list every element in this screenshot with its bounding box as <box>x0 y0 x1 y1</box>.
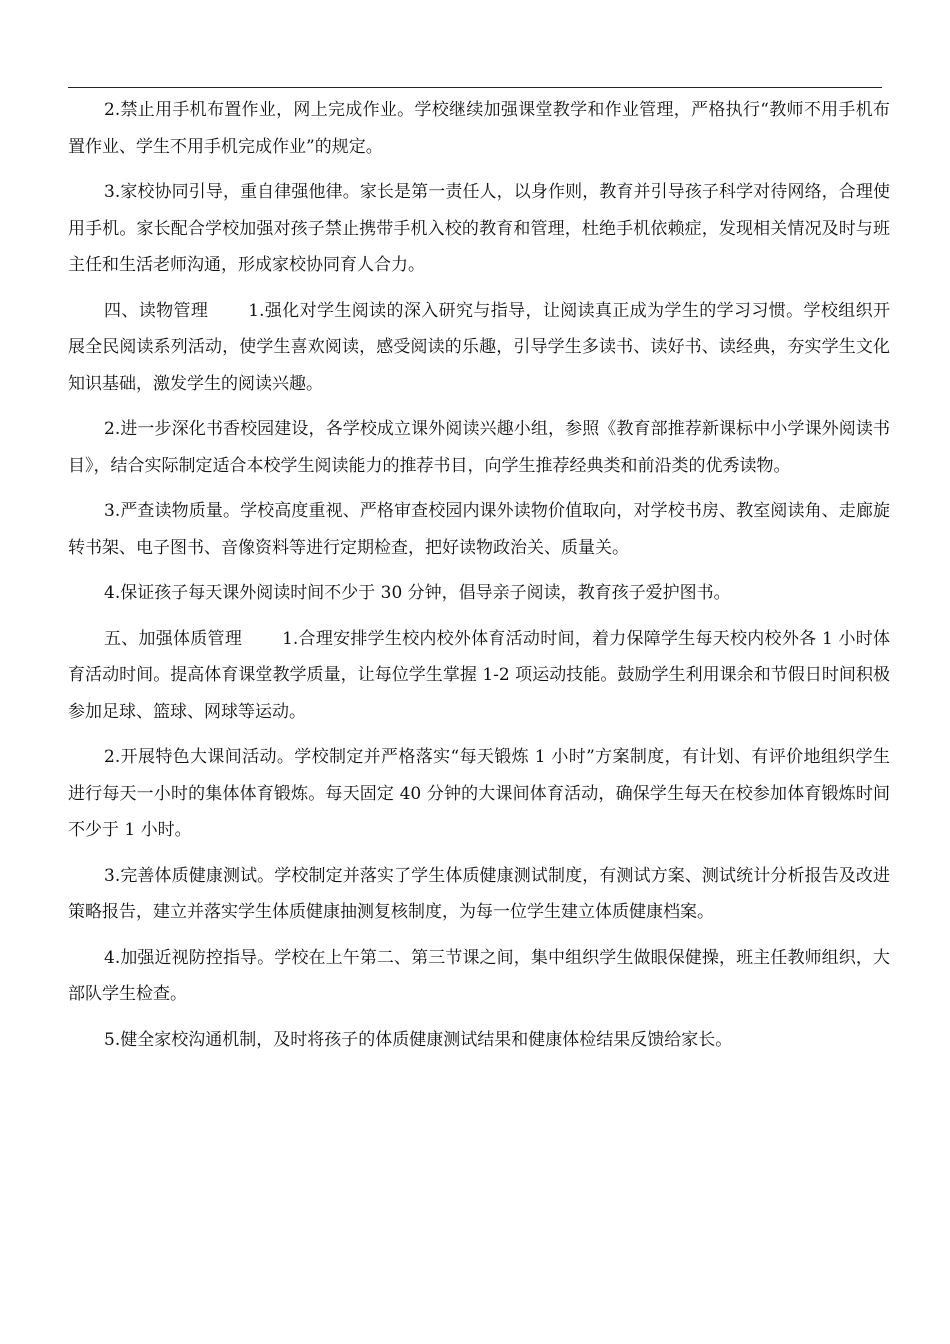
paragraph-sports-time <box>68 621 890 731</box>
paragraph-text: 2.进一步深化书香校园建设，各学校成立课外阅读兴趣小组，参照《教育部推荐新课标中小学课外阅读书目》，结合实际制定适合本校学生阅读能力的推荐书目，向学生推荐经典类和前沿类的优秀读物。 <box>68 419 890 476</box>
paragraph-text: 4.加强近视防控指导。学校在上午第二、第三节课之间，集中组织学生做眼保健操，班主任教师组织，大部队学生检查。 <box>68 947 890 1004</box>
paragraph-health-test <box>68 858 890 931</box>
paragraph-reading-guidance <box>68 293 890 403</box>
paragraph-book-campus <box>68 411 890 484</box>
paragraph-text: 2.禁止用手机布置作业，网上完成作业。学校继续加强课堂教学和作业管理，严格执行“教师不用手机布置作业、学生不用手机完成作业”的规定。 <box>68 100 890 157</box>
paragraph-recess-activity <box>68 739 890 849</box>
paragraph-text: 1.合理安排学生校内校外体育活动时间，着力保障学生每天校内校外各 1 小时体育活动时间。提高体育课堂教学质量，让每位学生掌握 1-2 项运动技能。鼓励学生利用课余和节假日时间积极参加足球、篮球、网球等运动。 <box>68 628 891 722</box>
paragraph-text: 3.完善体质健康测试。学校制定并落实了学生体质健康测试制度，有测试方案、测试统计分析报告及改进策略报告，建立并落实学生体质健康抽测复核制度，为每一位学生建立体质健康档案。 <box>68 865 890 922</box>
paragraph-parent-communication <box>68 1022 890 1059</box>
paragraph-homework-rule <box>68 92 890 165</box>
paragraph-home-school-guidance <box>68 174 890 284</box>
paragraph-text: 1.强化对学生阅读的深入研究与指导，让阅读真正成为学生的学习习惯。学校组织开展全民阅读系列活动，使学生喜欢阅读，感受阅读的乐趣，引导学生多读书、读好书、读经典，夯实学生文化知识基础，激发学生的阅读兴趣。 <box>68 300 891 394</box>
document-body <box>68 92 890 1067</box>
header-rule <box>68 87 882 88</box>
paragraph-text: 5.健全家校沟通机制，及时将孩子的体质健康测试结果和健康体检结果反馈给家长。 <box>104 1029 733 1050</box>
paragraph-reading-quality <box>68 493 890 566</box>
paragraph-text: 3.家校协同引导，重自律强他律。家长是第一责任人，以身作则，教育并引导孩子科学对待网络，合理使用手机。家长配合学校加强对孩子禁止携带手机入校的教育和管理，杜绝手机依赖症，发现相关情况及时与班主任和生活老师沟通，形成家校协同育人合力。 <box>68 182 890 275</box>
paragraph-vision-care <box>68 940 890 1013</box>
section-heading-physique: 五、加强体质管理 <box>104 628 243 649</box>
paragraph-text: 4.保证孩子每天课外阅读时间不少于 30 分钟，倡导亲子阅读，教育孩子爱护图书。 <box>104 583 731 603</box>
section-heading-reading: 四、读物管理 <box>104 300 209 321</box>
paragraph-text: 2.开展特色大课间活动。学校制定并严格落实“每天锻炼 1 小时”方案制度，有计划、有评价地组织学生进行每天一小时的集体体育锻炼。每天固定 40 分钟的大课间体育活动，确保学生每天在校参加体育锻炼时间不少于 1 小时。 <box>68 747 890 840</box>
paragraph-reading-time <box>68 575 890 612</box>
paragraph-text: 3.严查读物质量。学校高度重视、严格审查校园内课外读物价值取向，对学校书房、教室阅读角、走廊旋转书架、电子图书、音像资料等进行定期检查，把好读物政治关、质量关。 <box>68 501 890 558</box>
